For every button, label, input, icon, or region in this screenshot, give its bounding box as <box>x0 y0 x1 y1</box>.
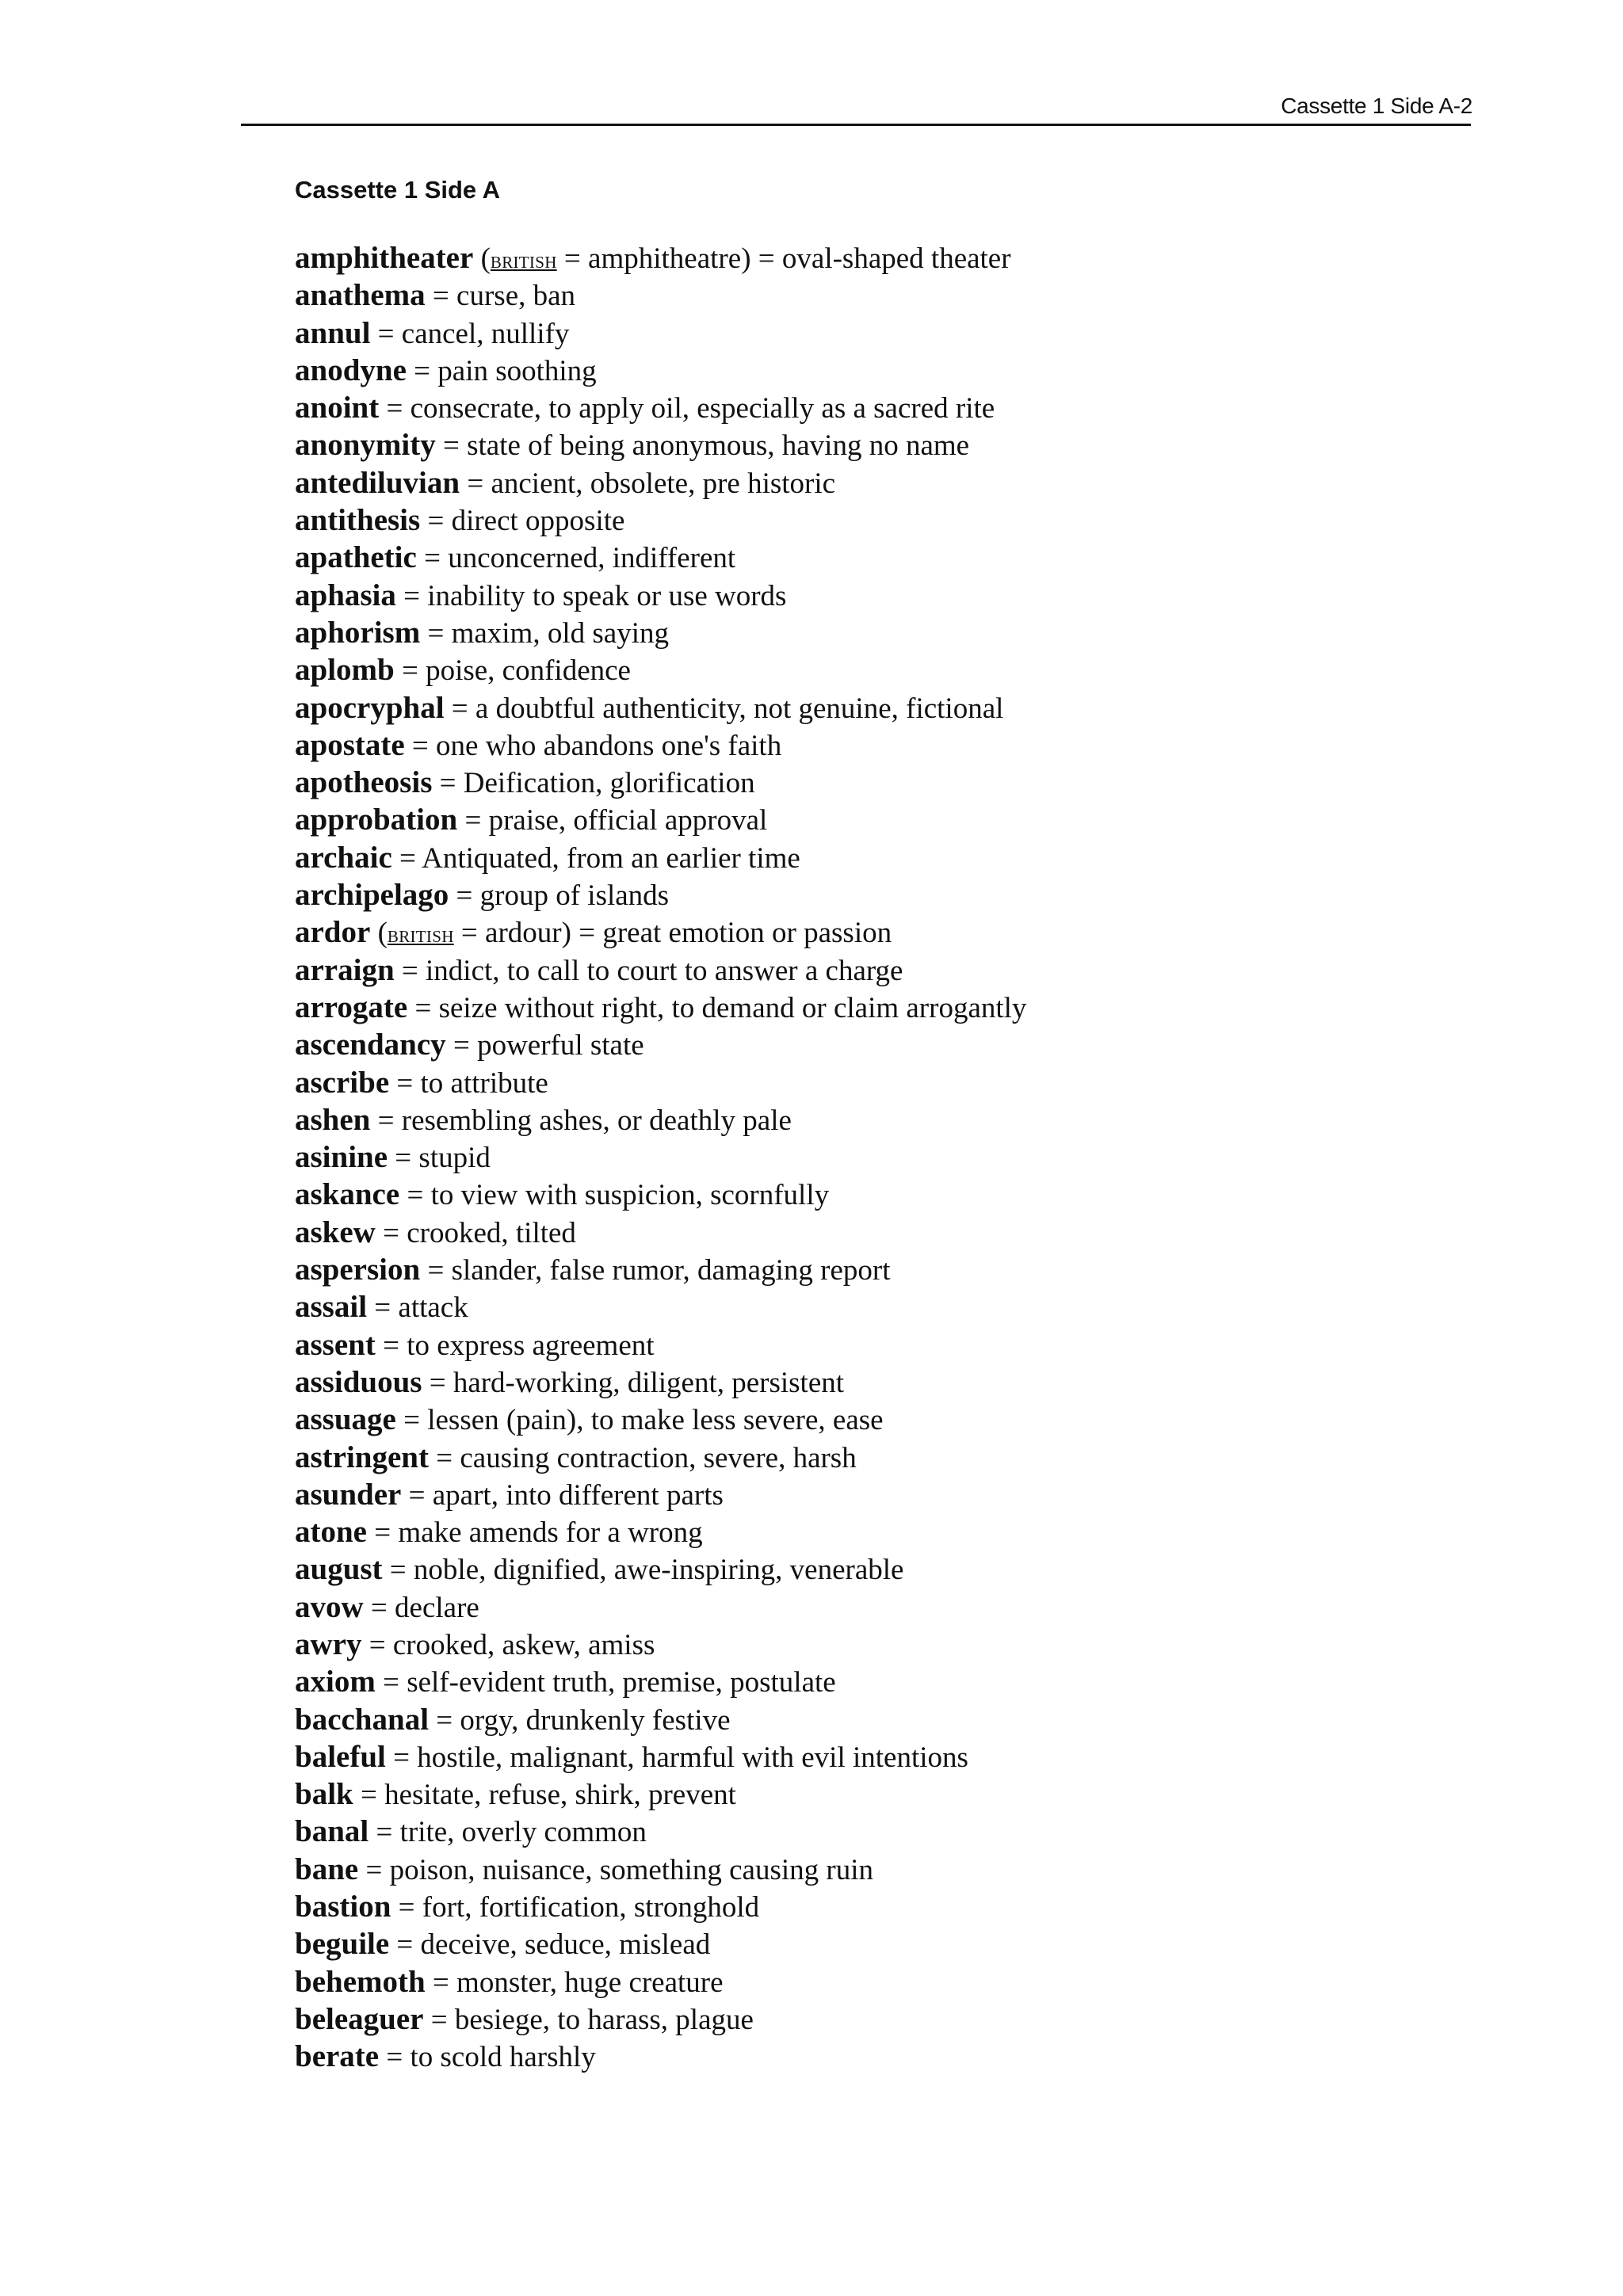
vocab-definition: to express agreement <box>407 1329 655 1362</box>
vocab-definition: maxim, old saying <box>451 616 669 650</box>
vocab-definition: praise, official approval <box>488 804 768 837</box>
vocab-entry: anodyne = pain soothing <box>295 353 597 387</box>
vocab-entry: beleaguer = besiege, to harass, plague <box>295 2001 754 2036</box>
vocab-definition: self-evident truth, premise, postulate <box>407 1666 836 1699</box>
vocab-entry: anoint = consecrate, to apply oil, especially as a sacred rite <box>295 391 995 425</box>
vocab-entry: beguile = deceive, seduce, mislead <box>295 1927 711 1962</box>
vocab-definition: state of being anonymous, having no name <box>467 429 970 463</box>
vocab-definition: causing contraction, severe, harsh <box>460 1441 857 1474</box>
vocab-entry: aplomb = poise, confidence <box>295 653 631 688</box>
vocab-term: apostate <box>295 727 405 762</box>
vocab-entry: august = noble, dignified, awe-inspiring, venerable <box>295 1552 904 1587</box>
vocab-term: archaic <box>295 840 392 875</box>
vocab-term: baleful <box>295 1739 386 1774</box>
vocab-definition: attack <box>398 1291 468 1325</box>
vocab-entry: amphitheater (BRITISH = amphitheatre) = oval-shaped theater <box>295 241 1011 275</box>
vocab-definition: apart, into different parts <box>432 1478 724 1512</box>
vocab-entry: assent = to express agreement <box>295 1327 655 1362</box>
vocab-term: avow <box>295 1589 364 1624</box>
vocab-definition: hostile, malignant, harmful with evil intentions <box>417 1741 968 1774</box>
vocab-entry: annul = cancel, nullify <box>295 315 570 350</box>
vocab-definition: make amends for a wrong <box>398 1516 703 1550</box>
vocab-definition: lessen (pain), to make less severe, ease <box>427 1404 884 1437</box>
vocab-entry: assail = attack <box>295 1290 468 1325</box>
vocab-definition: fort, fortification, stronghold <box>422 1891 760 1924</box>
vocab-term: anonymity <box>295 428 436 463</box>
vocab-term: ascribe <box>295 1065 390 1100</box>
vocab-definition: monster, huge creature <box>456 1966 724 1999</box>
vocab-term: atone <box>295 1515 367 1550</box>
vocab-entry: awry = crooked, askew, amiss <box>295 1627 655 1661</box>
vocab-term: beleaguer <box>295 2001 424 2036</box>
vocab-entry: berate = to scold harshly <box>295 2039 596 2074</box>
vocab-entry: aphorism = maxim, old saying <box>295 615 669 650</box>
vocab-entry: assiduous = hard-working, diligent, persistent <box>295 1364 845 1399</box>
vocab-term: askew <box>295 1215 376 1249</box>
vocab-term: arrogate <box>295 990 408 1024</box>
vocab-entry: apotheosis = Deification, glorification <box>295 765 755 800</box>
vocab-entry: arraign = indict, to call to court to answer a charge <box>295 952 903 987</box>
vocab-entry: behemoth = monster, huge creature <box>295 1964 724 1999</box>
vocab-term: amphitheater <box>295 241 474 275</box>
vocab-term: aphorism <box>295 615 421 650</box>
vocab-entry: bacchanal = orgy, drunkenly festive <box>295 1702 731 1737</box>
vocab-entry: anonymity = state of being anonymous, having no name <box>295 428 970 463</box>
vocab-term: annul <box>295 315 371 350</box>
vocab-entry: archaic = Antiquated, from an earlier time <box>295 840 800 875</box>
vocab-term: assuage <box>295 1402 396 1437</box>
vocab-entry: astringent = causing contraction, severe, harsh <box>295 1440 857 1474</box>
vocab-term: asinine <box>295 1140 388 1175</box>
vocab-term: astringent <box>295 1440 429 1474</box>
vocab-entry: banal = trite, overly common <box>295 1814 647 1849</box>
british-spelling: amphitheatre <box>588 242 742 275</box>
vocab-entry: bastion = fort, fortification, stronghold <box>295 1890 760 1924</box>
vocab-entry: antediluvian = ancient, obsolete, pre historic <box>295 465 836 500</box>
vocab-entry: ascendancy = powerful state <box>295 1028 644 1062</box>
british-variant-tag: BRITISH <box>387 927 454 947</box>
vocab-definition: inability to speak or use words <box>427 579 787 612</box>
vocab-term: apathetic <box>295 540 417 575</box>
vocab-term: bastion <box>295 1890 391 1924</box>
vocab-term: antithesis <box>295 503 421 538</box>
vocab-definition: crooked, askew, amiss <box>392 1628 655 1661</box>
vocab-term: anodyne <box>295 353 407 387</box>
vocab-entry: asunder = apart, into different parts <box>295 1477 724 1512</box>
vocab-entry: aspersion = slander, false rumor, damaging report <box>295 1253 891 1287</box>
vocab-term: anoint <box>295 391 380 425</box>
vocab-term: aplomb <box>295 653 395 688</box>
vocab-term: aphasia <box>295 578 396 612</box>
header-rule <box>241 124 1471 126</box>
vocab-term: assiduous <box>295 1364 422 1399</box>
vocab-entry: ashen = resembling ashes, or deathly pale <box>295 1102 792 1137</box>
vocab-definition: trite, overly common <box>399 1816 647 1849</box>
vocab-term: asunder <box>295 1477 402 1512</box>
vocab-term: archipelago <box>295 878 449 913</box>
vocab-term: balk <box>295 1777 353 1812</box>
vocab-term: berate <box>295 2039 380 2074</box>
vocab-definition: to scold harshly <box>410 2041 596 2074</box>
vocab-definition: crooked, tilted <box>407 1216 576 1249</box>
vocab-entry: archipelago = group of islands <box>295 878 670 913</box>
vocab-definition: curse, ban <box>456 280 576 313</box>
vocab-definition: slander, false rumor, damaging report <box>451 1254 891 1287</box>
vocab-entry: ascribe = to attribute <box>295 1065 548 1100</box>
vocab-definition: indict, to call to court to answer a charge <box>426 954 903 987</box>
vocab-definition: powerful state <box>477 1029 644 1062</box>
vocab-term: apocryphal <box>295 690 445 725</box>
vocab-definition: direct opposite <box>451 505 625 538</box>
vocab-definition: unconcerned, indifferent <box>448 542 736 575</box>
vocab-definition: orgy, drunkenly festive <box>460 1703 731 1737</box>
british-variant-tag: BRITISH <box>490 253 557 272</box>
vocab-definition: deceive, seduce, mislead <box>420 1928 711 1962</box>
vocab-term: antediluvian <box>295 465 460 500</box>
vocab-term: anathema <box>295 278 426 313</box>
vocab-definition: declare <box>395 1591 479 1624</box>
vocab-term: ascendancy <box>295 1028 446 1062</box>
vocab-definition: a doubtful authenticity, not genuine, fictional <box>475 692 1004 725</box>
vocab-term: awry <box>295 1627 362 1661</box>
vocab-entry: arrogate = seize without right, to demand or claim arrogantly <box>295 990 1027 1024</box>
vocab-definition: great emotion or passion <box>602 917 892 950</box>
vocab-entry: assuage = lessen (pain), to make less severe, ease <box>295 1402 884 1437</box>
vocab-definition: to view with suspicion, scornfully <box>430 1179 830 1212</box>
vocab-entry: aphasia = inability to speak or use words <box>295 578 787 612</box>
vocab-definition: group of islands <box>479 879 670 913</box>
vocab-entry: askew = crooked, tilted <box>295 1215 576 1249</box>
vocab-entry: ardor (BRITISH = ardour) = great emotion or passion <box>295 915 892 950</box>
vocab-definition: resembling ashes, or deathly pale <box>401 1104 792 1137</box>
vocab-entry: balk = hesitate, refuse, shirk, prevent <box>295 1777 736 1812</box>
vocab-entry: baleful = hostile, malignant, harmful with evil intentions <box>295 1739 968 1774</box>
vocab-definition: pain soothing <box>437 354 597 387</box>
vocab-term: bacchanal <box>295 1702 430 1737</box>
section-title: Cassette 1 Side A <box>295 176 501 204</box>
vocab-term: ardor <box>295 915 371 950</box>
vocab-definition: poison, nuisance, something causing ruin <box>389 1853 873 1886</box>
vocab-definition: besiege, to harass, plague <box>454 2003 754 2036</box>
vocab-entry: apostate = one who abandons one's faith <box>295 727 782 762</box>
vocab-entry: axiom = self-evident truth, premise, postulate <box>295 1665 836 1699</box>
vocab-definition: to attribute <box>420 1066 548 1100</box>
vocab-term: bane <box>295 1852 359 1886</box>
vocab-term: assent <box>295 1327 376 1362</box>
vocab-entry: apathetic = unconcerned, indifferent <box>295 540 736 575</box>
vocab-entry: avow = declare <box>295 1589 479 1624</box>
british-spelling: ardour <box>485 917 562 950</box>
vocab-entry: bane = poison, nuisance, something causing ruin <box>295 1852 873 1886</box>
vocab-term: aspersion <box>295 1253 421 1287</box>
vocab-term: banal <box>295 1814 369 1849</box>
vocab-term: august <box>295 1552 383 1587</box>
running-header: Cassette 1 Side A-2 <box>1281 93 1472 118</box>
vocab-entry: apocryphal = a doubtful authenticity, not genuine, fictional <box>295 690 1004 725</box>
vocab-definition: hard-working, diligent, persistent <box>453 1366 845 1399</box>
vocab-term: behemoth <box>295 1964 426 1999</box>
vocab-term: apotheosis <box>295 765 433 800</box>
vocab-definition: hesitate, refuse, shirk, prevent <box>384 1779 736 1812</box>
vocab-term: askance <box>295 1177 400 1212</box>
vocab-definition: cancel, nullify <box>401 317 570 350</box>
vocab-term: arraign <box>295 952 395 987</box>
vocab-definition: Deification, glorification <box>463 767 755 800</box>
vocab-term: axiom <box>295 1665 376 1699</box>
vocab-entry: atone = make amends for a wrong <box>295 1515 703 1550</box>
vocab-definition: stupid <box>418 1142 491 1175</box>
vocab-definition: Antiquated, from an earlier time <box>422 841 800 875</box>
vocab-definition: one who abandons one's faith <box>436 729 782 762</box>
vocab-term: ashen <box>295 1102 371 1137</box>
vocab-term: beguile <box>295 1927 390 1962</box>
vocab-entry: askance = to view with suspicion, scornfully <box>295 1177 830 1212</box>
vocab-definition: ancient, obsolete, pre historic <box>491 467 836 500</box>
vocab-definition: poise, confidence <box>426 654 631 688</box>
vocab-entry: asinine = stupid <box>295 1140 491 1175</box>
vocab-definition: noble, dignified, awe-inspiring, venerable <box>413 1554 904 1587</box>
vocab-definition: oval-shaped theater <box>781 242 1011 275</box>
vocab-term: approbation <box>295 803 458 837</box>
vocab-term: assail <box>295 1290 368 1325</box>
vocab-definition: consecrate, to apply oil, especially as a sacred rite <box>410 392 995 425</box>
vocabulary-list <box>295 239 1026 2076</box>
vocab-entry: approbation = praise, official approval <box>295 803 768 837</box>
vocab-entry: antithesis = direct opposite <box>295 503 625 538</box>
vocab-definition: seize without right, to demand or claim arrogantly <box>438 991 1027 1024</box>
vocab-entry: anathema = curse, ban <box>295 278 576 313</box>
